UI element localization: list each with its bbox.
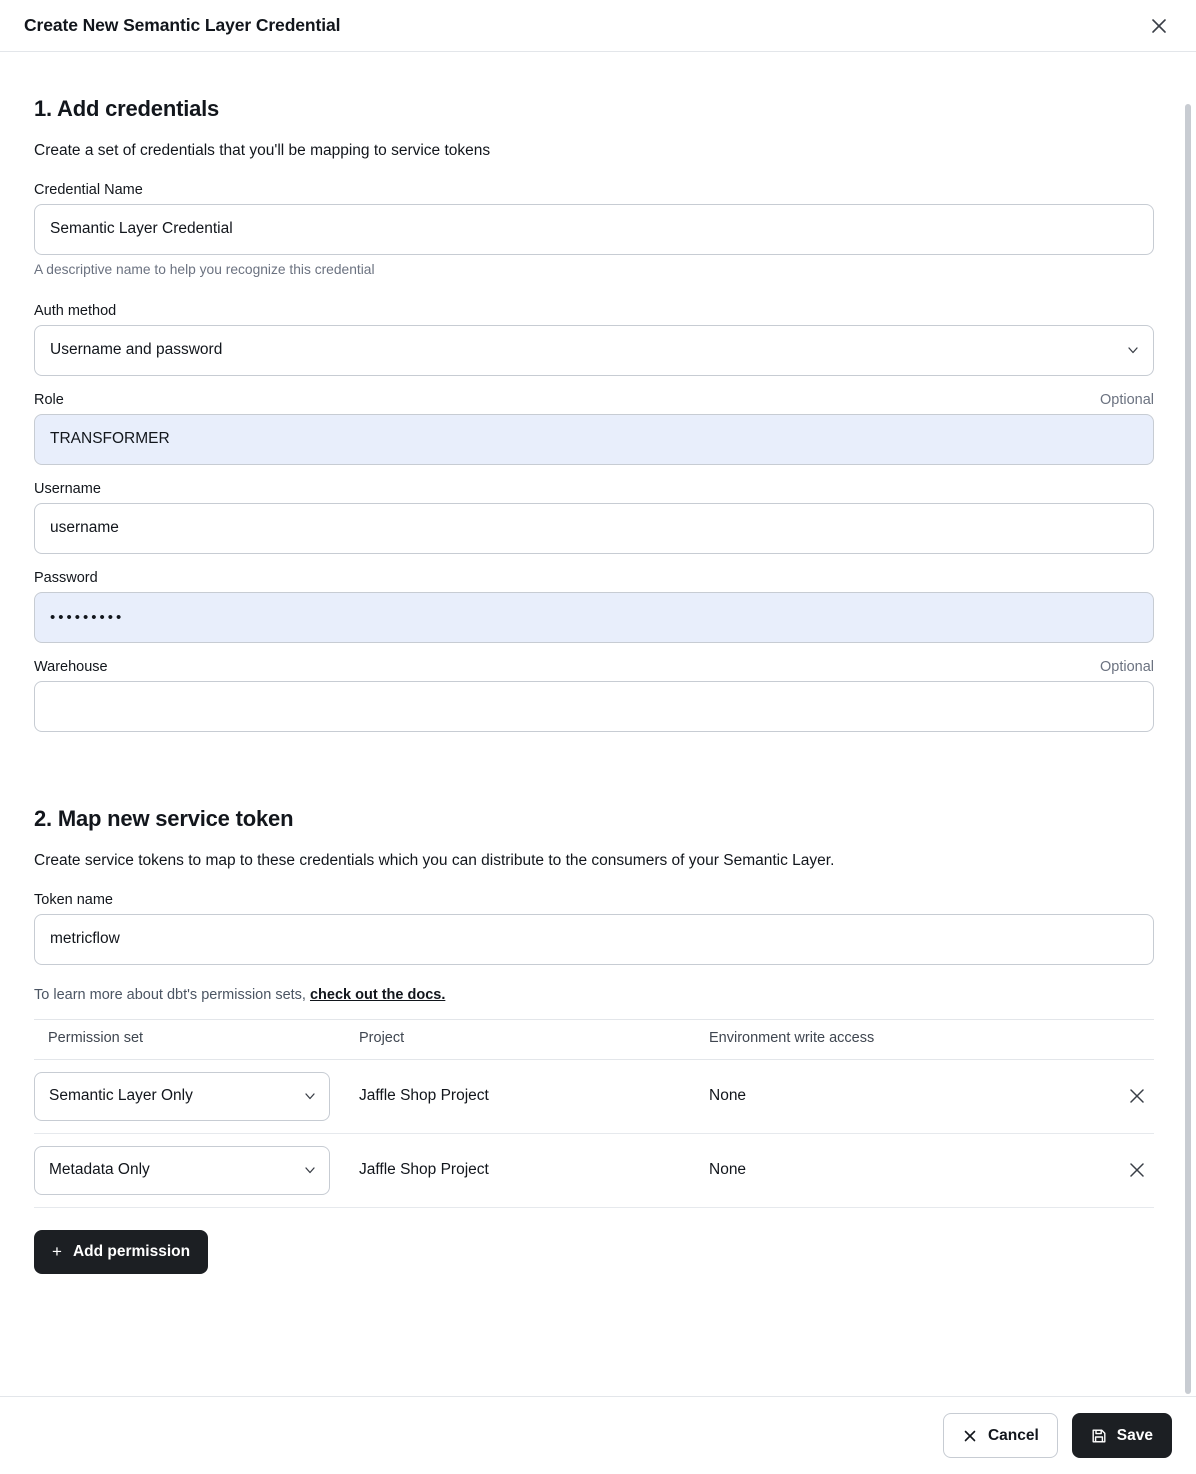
column-header-permission-set: Permission set — [34, 1019, 359, 1059]
row-action-cell — [1074, 1133, 1154, 1207]
role-field — [34, 392, 1154, 465]
cancel-button-label: Cancel — [987, 1426, 1039, 1444]
scrollbar-thumb[interactable] — [1185, 104, 1191, 1394]
credential-name-help: A descriptive name to help you recognize this credential — [34, 261, 375, 277]
section-2-description: Create service tokens to map to these credentials which you can distribute to the consumers of your Semantic Layer. — [34, 851, 835, 869]
warehouse-label: Warehouse — [34, 658, 108, 675]
section-2-title: 2. Map new service token — [34, 805, 294, 831]
table-row — [34, 1059, 1154, 1133]
section-1-title: 1. Add credentials — [34, 96, 220, 121]
auth-method-label: Auth method — [34, 302, 117, 319]
column-header-environment-write-access: Environment write access — [709, 1019, 1074, 1059]
page-title: Create New Semantic Layer Credential — [24, 15, 341, 35]
auth-method-field — [34, 303, 1154, 376]
role-optional-tag: Optional — [1099, 391, 1154, 408]
permission-set-value: Metadata Only — [49, 1161, 150, 1179]
plus-icon: + — [52, 1241, 62, 1261]
role-input[interactable]: TRANSFORMER — [34, 414, 1154, 465]
docs-hint-text: To learn more about dbt's permission sets, — [34, 986, 306, 1003]
add-permission-label: Add permission — [72, 1242, 191, 1260]
permission-set-cell — [34, 1059, 359, 1133]
environment-write-access-cell: None — [709, 1059, 1074, 1133]
username-label: Username — [34, 480, 101, 497]
column-header-project: Project — [359, 1019, 709, 1059]
warehouse-optional-tag: Optional — [1099, 658, 1154, 675]
credential-name-input[interactable]: Semantic Layer Credential — [34, 204, 1154, 255]
role-label: Role — [34, 391, 64, 408]
credential-name-field — [34, 182, 1154, 277]
remove-permission-icon[interactable] — [1120, 1153, 1154, 1187]
table-header-row — [34, 1019, 1154, 1059]
password-field — [34, 570, 1154, 643]
row-action-cell — [1074, 1059, 1154, 1133]
username-input[interactable]: username — [34, 503, 1154, 554]
save-disk-icon — [1091, 1428, 1107, 1444]
modal-footer — [0, 1396, 1196, 1474]
credential-name-label: Credential Name — [34, 181, 143, 198]
close-icon — [962, 1428, 978, 1444]
save-button[interactable] — [1072, 1413, 1172, 1458]
modal-body — [0, 52, 1196, 1396]
docs-hint — [34, 987, 1154, 1003]
column-header-actions — [1074, 1019, 1154, 1059]
warehouse-field — [34, 659, 1154, 732]
remove-permission-icon[interactable] — [1120, 1079, 1154, 1113]
save-button-label: Save — [1116, 1426, 1153, 1444]
auth-method-select[interactable]: Username and password — [34, 325, 1154, 376]
permission-set-select[interactable] — [34, 1146, 330, 1195]
username-field — [34, 481, 1154, 554]
docs-link[interactable]: check out the docs. — [309, 986, 446, 1003]
project-cell: Jaffle Shop Project — [359, 1059, 709, 1133]
cancel-button[interactable] — [943, 1413, 1058, 1458]
permission-set-cell — [34, 1133, 359, 1207]
permission-set-value: Semantic Layer Only — [49, 1087, 193, 1105]
table-row — [34, 1133, 1154, 1207]
section-1-description: Create a set of credentials that you'll be mapping to service tokens — [34, 142, 491, 159]
password-label: Password — [34, 569, 98, 586]
environment-write-access-cell: None — [709, 1133, 1074, 1207]
add-permission-button[interactable] — [34, 1230, 208, 1274]
token-name-input[interactable]: metricflow — [34, 914, 1154, 965]
permission-set-select[interactable] — [34, 1072, 330, 1121]
chevron-down-icon — [303, 1163, 317, 1177]
scroll-area — [34, 52, 1162, 1274]
token-name-label: Token name — [34, 891, 113, 908]
warehouse-input[interactable] — [34, 681, 1154, 732]
modal-header — [0, 0, 1196, 52]
project-cell: Jaffle Shop Project — [359, 1133, 709, 1207]
chevron-down-icon — [303, 1089, 317, 1103]
token-name-field — [34, 892, 1154, 965]
password-input[interactable]: ••••••••• — [34, 592, 1154, 643]
close-icon[interactable] — [1144, 11, 1174, 41]
permissions-table — [34, 1019, 1154, 1208]
chevron-down-icon — [1126, 343, 1140, 357]
